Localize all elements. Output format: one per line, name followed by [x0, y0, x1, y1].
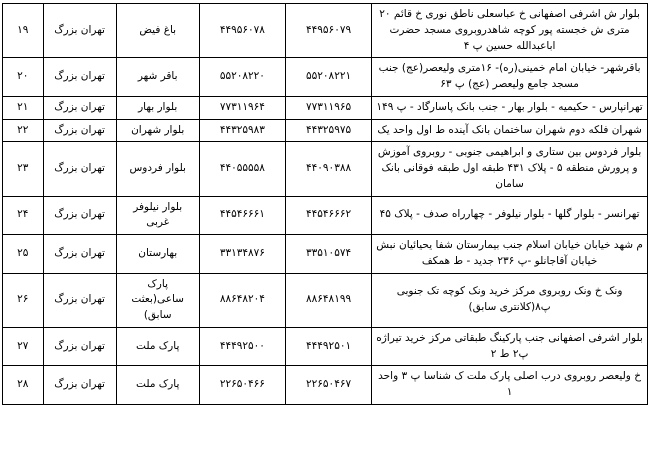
cell-branch-name: بهارستان — [116, 235, 199, 274]
cell-address: بلوار اشرفی اصفهانی جنب پارکینگ طبقاتی مرکز خرید تیراژه پ۲ ط ۲ — [372, 327, 648, 366]
cell-row-number: ۲۷ — [3, 327, 44, 366]
table-body — [3, 4, 648, 405]
cell-branch-name: پارک ملت — [116, 366, 199, 405]
cell-row-number: ۲۸ — [3, 366, 44, 405]
cell-row-number: ۲۳ — [3, 142, 44, 196]
cell-city: تهران بزرگ — [43, 196, 116, 235]
cell-address: تهرانسر - بلوار گلها - بلوار نیلوفر - چهارراه صدف - پلاک ۴۵ — [372, 196, 648, 235]
table-row — [3, 58, 648, 97]
cell-city: تهران بزرگ — [43, 119, 116, 142]
cell-branch-name: باقر شهر — [116, 58, 199, 97]
cell-row-number: ۱۹ — [3, 4, 44, 58]
cell-telephone-primary: ۴۴۳۲۵۹۸۳ — [199, 119, 285, 142]
cell-branch-name: بلوار فردوس — [116, 142, 199, 196]
cell-city: تهران بزرگ — [43, 273, 116, 327]
cell-address: بلوار ش اشرفی اصفهانی خ عباسعلی ناطق نوری خ قائم ۲۰ متری ش خجسته پور کوچه شاهدروبروی مسجد حضرت اباعبدالله حسین پ ۴ — [372, 4, 648, 58]
cell-telephone-primary: ۴۴۰۵۵۵۵۸ — [199, 142, 285, 196]
cell-row-number: ۲۰ — [3, 58, 44, 97]
cell-telephone-primary: ۴۴۴۹۲۵۰۰ — [199, 327, 285, 366]
cell-telephone-primary: ۴۴۵۴۶۶۶۱ — [199, 196, 285, 235]
table-row — [3, 235, 648, 274]
cell-row-number: ۲۵ — [3, 235, 44, 274]
cell-city: تهران بزرگ — [43, 366, 116, 405]
table-row — [3, 273, 648, 327]
cell-city: تهران بزرگ — [43, 4, 116, 58]
cell-address: تهرانپارس - حکیمیه - بلوار بهار - جنب بانک پاسارگاد - پ ۱۴۹ — [372, 96, 648, 119]
table-row — [3, 96, 648, 119]
cell-city: تهران بزرگ — [43, 58, 116, 97]
cell-address: م شهد خیابان خیابان اسلام جنب بیمارستان شفا یحیائیان نبش خیابان آقاجانلو -پ ۲۳۶ جدید - ط همکف — [372, 235, 648, 274]
cell-row-number: ۲۲ — [3, 119, 44, 142]
cell-row-number: ۲۶ — [3, 273, 44, 327]
table-row — [3, 142, 648, 196]
cell-telephone-secondary: ۴۴۴۹۲۵۰۱ — [285, 327, 371, 366]
cell-telephone-secondary: ۸۸۶۴۸۱۹۹ — [285, 273, 371, 327]
cell-telephone-primary: ۵۵۲۰۸۲۲۰ — [199, 58, 285, 97]
cell-row-number: ۲۴ — [3, 196, 44, 235]
table-row — [3, 327, 648, 366]
cell-telephone-primary: ۲۲۶۵۰۴۶۶ — [199, 366, 285, 405]
cell-telephone-secondary: ۴۴۵۴۶۶۶۲ — [285, 196, 371, 235]
cell-address: باقرشهر- خیابان امام خمینی(ره)- ۱۶متری ولیعصر(عج) جنب مسجد جامع ولیعصر (عج) پ ۶۳ — [372, 58, 648, 97]
cell-telephone-primary: ۳۳۱۳۴۸۷۶ — [199, 235, 285, 274]
cell-telephone-primary: ۴۴۹۵۶۰۷۸ — [199, 4, 285, 58]
cell-branch-name: بلوار شهران — [116, 119, 199, 142]
cell-telephone-secondary: ۴۴۳۲۵۹۷۵ — [285, 119, 371, 142]
cell-branch-name: باغ فیض — [116, 4, 199, 58]
cell-telephone-secondary: ۴۴۹۵۶۰۷۹ — [285, 4, 371, 58]
cell-branch-name: بلوار بهار — [116, 96, 199, 119]
cell-telephone-secondary: ۴۴۰۹۰۳۸۸ — [285, 142, 371, 196]
cell-address: بلوار فردوس بین ستاری و ابراهیمی جنوبی - روبروی آموزش و پرورش منطقه ۵ - پلاک ۴۳۱ طبقه اول طبقه فوقانی بانک سامان — [372, 142, 648, 196]
cell-telephone-secondary: ۳۳۵۱۰۵۷۴ — [285, 235, 371, 274]
cell-branch-name: بلوار نیلوفر غربی — [116, 196, 199, 235]
cell-telephone-primary: ۷۷۳۱۱۹۶۴ — [199, 96, 285, 119]
cell-city: تهران بزرگ — [43, 96, 116, 119]
cell-telephone-primary: ۸۸۶۴۸۲۰۴ — [199, 273, 285, 327]
cell-branch-name: پارک ساعی(بعثت سابق) — [116, 273, 199, 327]
cell-row-number: ۲۱ — [3, 96, 44, 119]
table-row — [3, 366, 648, 405]
table-row — [3, 4, 648, 58]
cell-branch-name: پارک ملت — [116, 327, 199, 366]
cell-address: شهران فلکه دوم شهران ساختمان بانک آینده ط اول واحد یک — [372, 119, 648, 142]
cell-telephone-secondary: ۵۵۲۰۸۲۲۱ — [285, 58, 371, 97]
table-row — [3, 119, 648, 142]
cell-telephone-secondary: ۷۷۳۱۱۹۶۵ — [285, 96, 371, 119]
table-row — [3, 196, 648, 235]
bank-branches-table — [2, 3, 648, 405]
cell-address: خ ولیعصر روبروی درب اصلی پارک ملت ک شناسا پ ۳ واحد ۱ — [372, 366, 648, 405]
cell-city: تهران بزرگ — [43, 235, 116, 274]
cell-address: ونک خ ونک روبروی مرکز خرید ونک کوچه تک جنوبی پ۸(کلانتری سابق) — [372, 273, 648, 327]
cell-city: تهران بزرگ — [43, 142, 116, 196]
cell-telephone-secondary: ۲۲۶۵۰۴۶۷ — [285, 366, 371, 405]
cell-city: تهران بزرگ — [43, 327, 116, 366]
